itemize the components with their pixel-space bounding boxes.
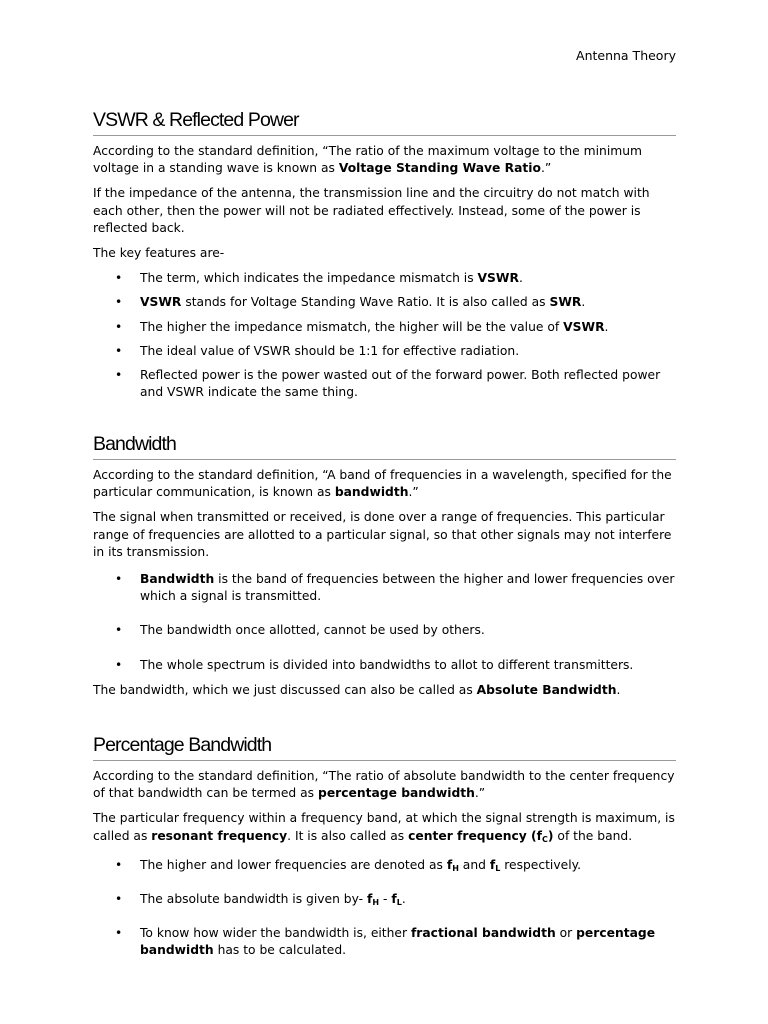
vswr-key-features-intro: The key features are- bbox=[93, 246, 225, 261]
list-item: • The whole spectrum is divided into bandwidths to allot to different transmitters. bbox=[115, 657, 634, 672]
section-percentage-bandwidth bbox=[93, 734, 676, 960]
bandwidth-list bbox=[93, 571, 676, 674]
section-title-vswr: VSWR & Reflected Power bbox=[93, 109, 676, 136]
running-header: Antenna Theory bbox=[576, 48, 676, 63]
list-item: • To know how wider the bandwidth is, either fractional bandwidth or percentage bandwidth has to be calculated. bbox=[115, 926, 656, 958]
section-title-bandwidth: Bandwidth bbox=[93, 433, 676, 460]
vswr-definition: According to the standard definition, “The ratio of the maximum voltage to the minimum voltage in a standing wave is known as Voltage Standing Wave Ratio.” bbox=[93, 144, 642, 176]
percentage-bandwidth-list bbox=[93, 857, 676, 960]
resonant-frequency-paragraph: The particular frequency within a frequency band, at which the signal strength is maximum, is called as resonant frequency. It is also called as center frequency $(f_C)$ of the band. bbox=[93, 811, 675, 844]
list-item: • Bandwidth is the band of frequencies between the higher and lower frequencies over which a signal is transmitted. bbox=[115, 572, 675, 604]
list-item: • The bandwidth once allotted, cannot be used by others. bbox=[115, 623, 485, 638]
list-item: • The ideal value of VSWR should be 1:1 for effective radiation. bbox=[115, 343, 520, 358]
section-vswr bbox=[93, 109, 676, 401]
absolute-bandwidth-paragraph: The bandwidth, which we just discussed can also be called as Absolute Bandwidth. bbox=[93, 682, 621, 697]
list-item: • The absolute bandwidth is given by- $f_H - f_L$. bbox=[115, 892, 406, 908]
percentage-bandwidth-definition: According to the standard definition, “The ratio of absolute bandwidth to the center frequency of that bandwidth can be termed as percentage bandwidth.” bbox=[93, 769, 675, 801]
section-title-percentage-bandwidth: Percentage Bandwidth bbox=[93, 734, 676, 761]
vswr-key-features-list bbox=[93, 270, 676, 401]
list-item: • The term, which indicates the impedance mismatch is VSWR. bbox=[115, 271, 523, 286]
list-item: • Reflected power is the power wasted out of the forward power. Both reflected power and VSWR indicate the same thing. bbox=[115, 368, 661, 400]
vswr-mismatch-paragraph: If the impedance of the antenna, the transmission line and the circuitry do not match with each other, then the power will not be radiated effectively. Instead, some of the power is reflected back. bbox=[93, 186, 650, 235]
section-bandwidth bbox=[93, 433, 676, 699]
list-item: • VSWR stands for Voltage Standing Wave Ratio. It is also called as SWR. bbox=[115, 295, 586, 310]
bandwidth-range-paragraph: The signal when transmitted or received, is done over a range of frequencies. This particular range of frequencies are allotted to a particular signal, so that other signals may not interfere in its transmission. bbox=[93, 510, 672, 559]
list-item: • The higher and lower frequencies are denoted as $f_H$ and $f_L$ respectively. bbox=[115, 857, 582, 873]
bandwidth-definition: According to the standard definition, “A band of frequencies in a wavelength, specified for the particular communication, is known as bandwidth.” bbox=[93, 468, 672, 500]
list-item: • The higher the impedance mismatch, the higher will be the value of VSWR. bbox=[115, 319, 609, 334]
